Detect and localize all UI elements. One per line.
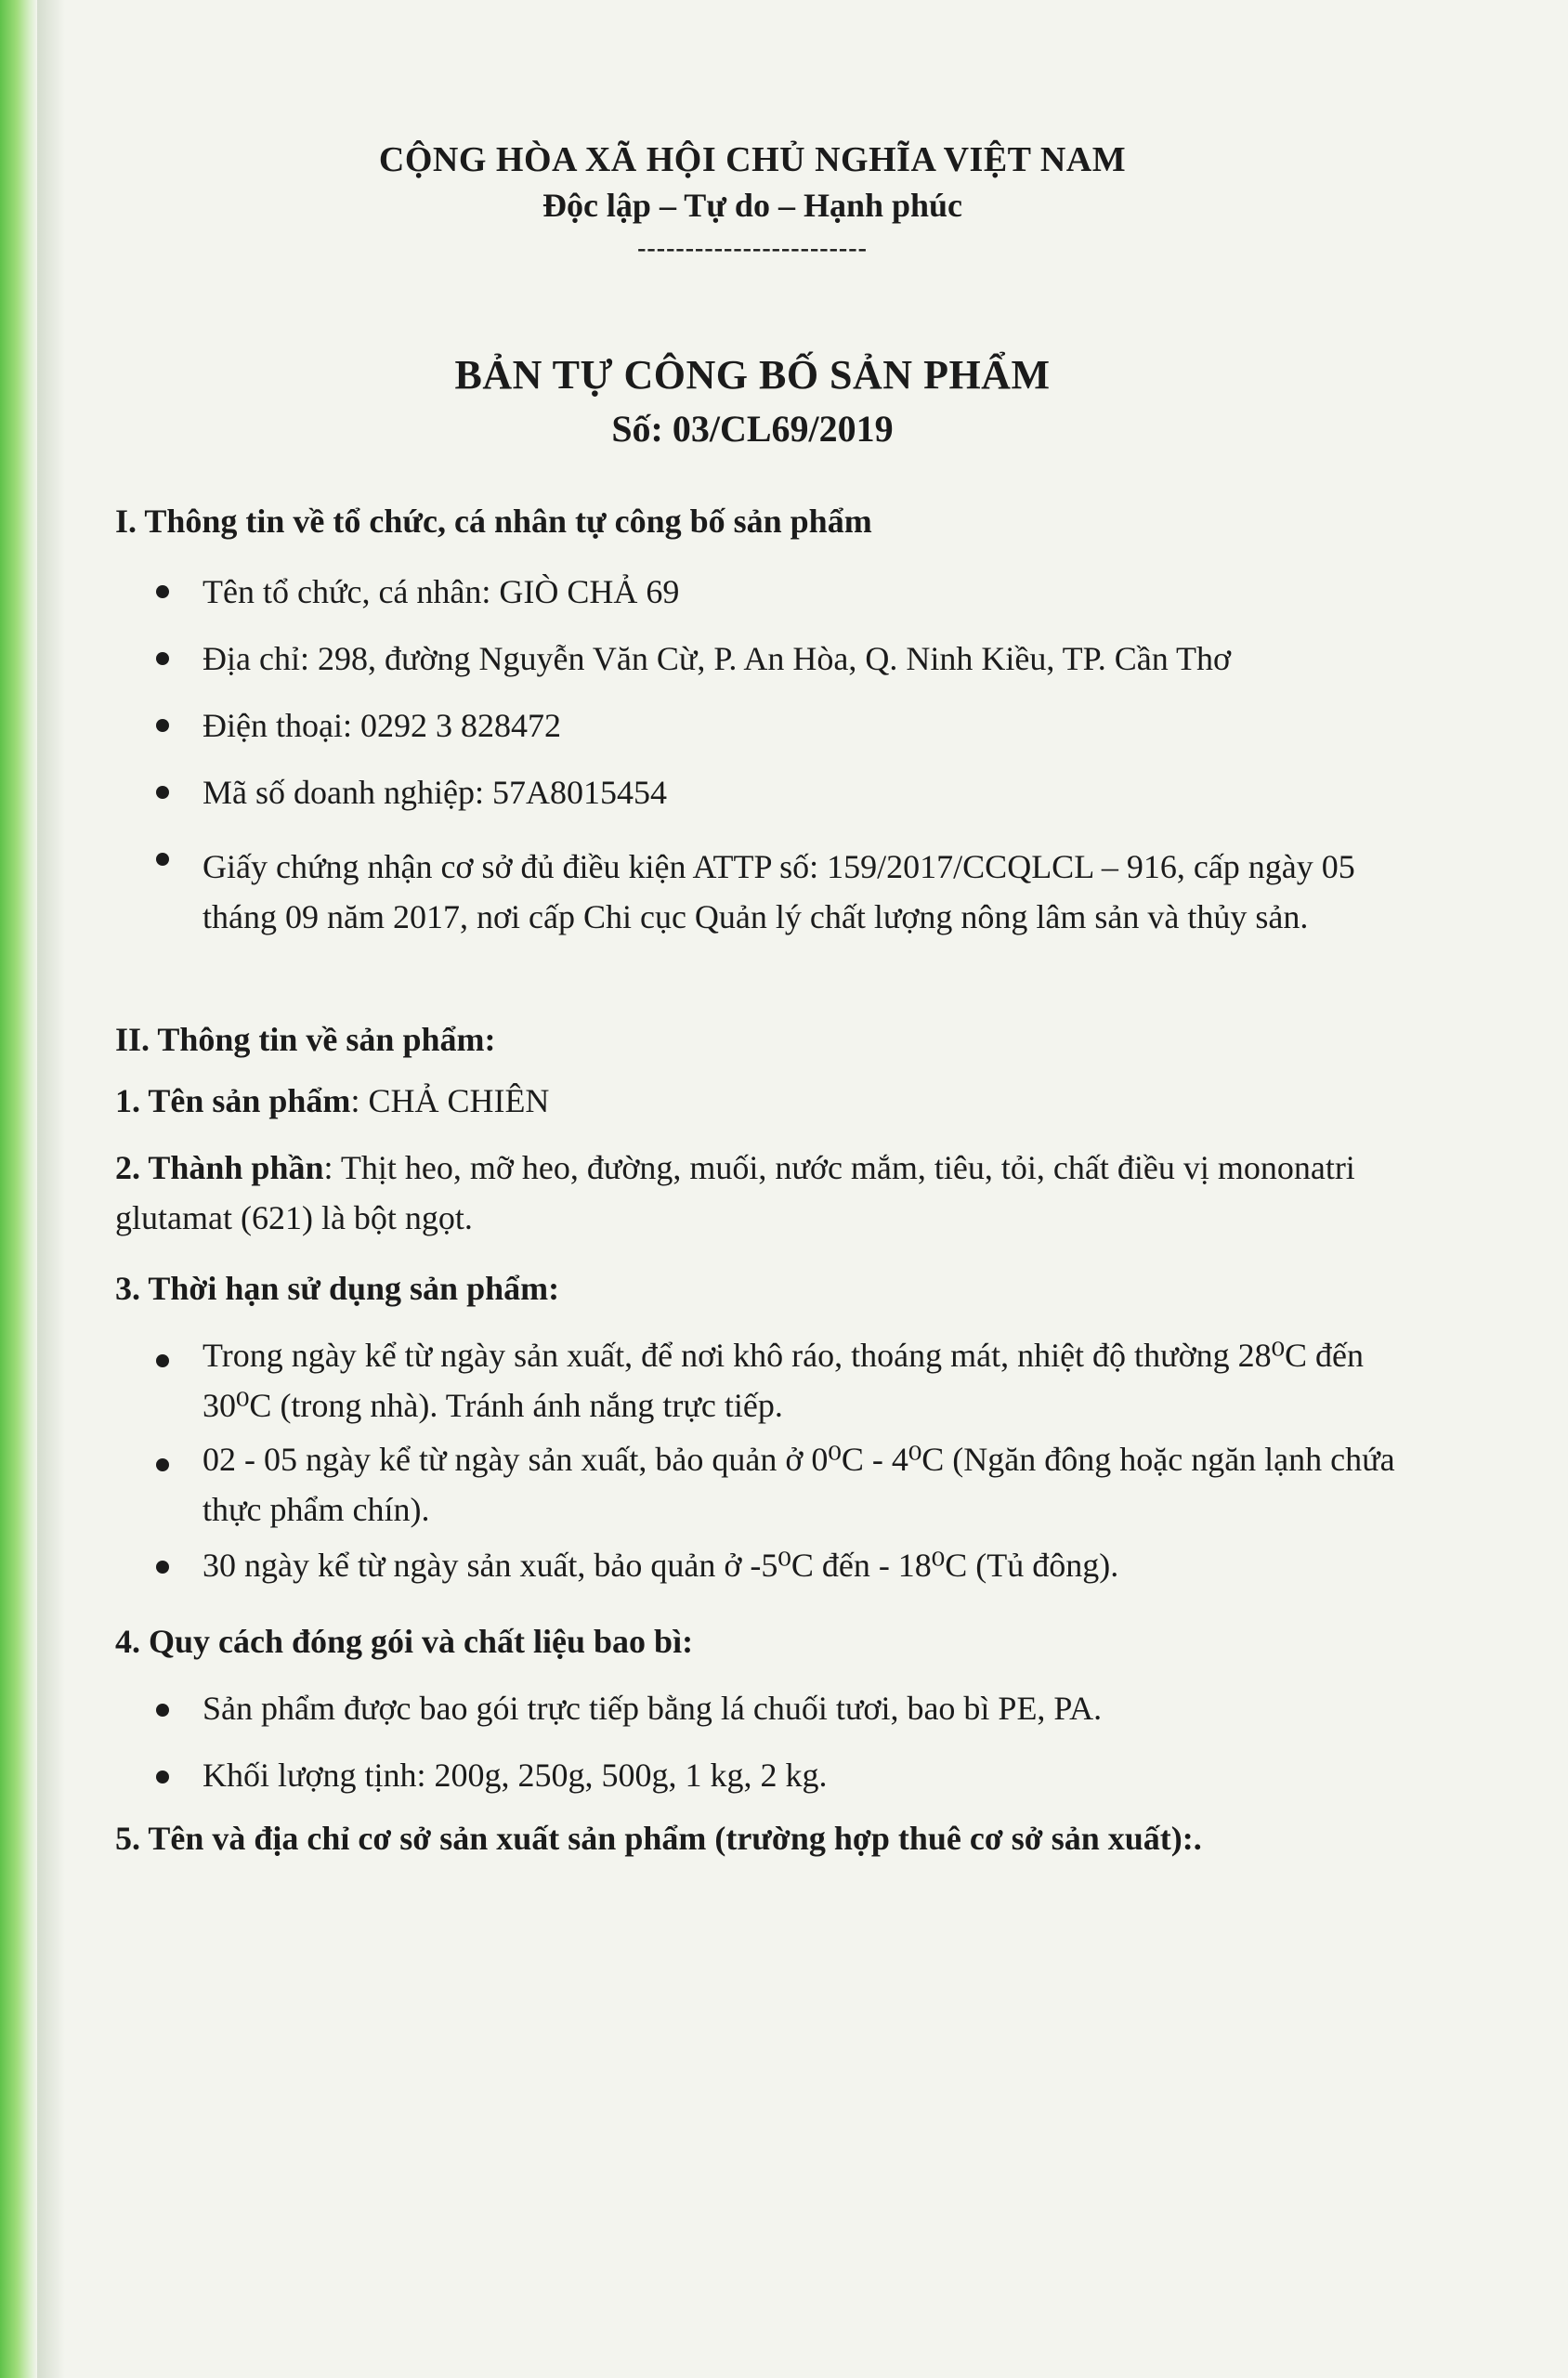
header-divider: ------------------------ [637, 234, 868, 263]
document-title: BẢN TỰ CÔNG BỐ SẢN PHẨM [454, 352, 1051, 398]
section-1-heading: I. Thông tin về tổ chức, cá nhân tự công bố sản phẩm [115, 503, 872, 540]
bullet-icon [156, 853, 169, 866]
ingredients-line [115, 1143, 1397, 1243]
bullet-icon [156, 585, 169, 598]
bullet-icon [156, 1354, 169, 1367]
bullet-icon [156, 1458, 169, 1471]
address-item: Địa chỉ: 298, đường Nguyễn Văn Cừ, P. An Hòa, Q. Ninh Kiều, TP. Cần Thơ [203, 640, 1232, 677]
phone-item: Điện thoại: 0292 3 828472 [203, 707, 561, 744]
document-number: Số: 03/CL69/2019 [611, 408, 894, 450]
shelf-life-heading: 3. Thời hạn sử dụng sản phẩm: [115, 1270, 560, 1307]
ingredients-label: 2. Thành phần [115, 1149, 324, 1186]
bullet-icon [156, 1561, 169, 1574]
bullet-icon [156, 786, 169, 799]
packaging-material-item: Sản phẩm được bao gói trực tiếp bằng lá chuối tươi, bao bì PE, PA. [203, 1690, 1103, 1727]
shelf-life-room-temp: Trong ngày kể từ ngày sản xuất, để nơi khô ráo, thoáng mát, nhiệt độ thường 28⁰C đến 30⁰C (trong nhà). Tránh ánh nắng trực tiếp. [203, 1337, 1365, 1424]
bullet-icon [156, 719, 169, 732]
product-name-label: 1. Tên sản phẩm [115, 1082, 351, 1119]
net-weight-item: Khối lượng tịnh: 200g, 250g, 500g, 1 kg, 2 kg. [203, 1757, 828, 1794]
certificate-item: Giấy chứng nhận cơ sở đủ điều kiện ATTP số: 159/2017/CCQLCL – 916, cấp ngày 05 tháng 09 năm 2017, nơi cấp Chi cục Quản lý chất lượng nông lâm sản và thủy sản. [203, 848, 1355, 935]
shelf-life-chilled: 02 - 05 ngày kể từ ngày sản xuất, bảo quản ở 0⁰C - 4⁰C (Ngăn đông hoặc ngăn lạnh chứa thực phẩm chín). [203, 1441, 1395, 1528]
motto: Độc lập – Tự do – Hạnh phúc [542, 187, 963, 224]
org-name-item: Tên tổ chức, cá nhân: GIÒ CHẢ 69 [203, 573, 680, 610]
product-name-value: : CHẢ CHIÊN [350, 1082, 550, 1119]
packaging-heading: 4. Quy cách đóng gói và chất liệu bao bì: [115, 1623, 694, 1660]
shelf-life-frozen: 30 ngày kể từ ngày sản xuất, bảo quản ở -5⁰C đến - 18⁰C (Tủ đông). [203, 1547, 1119, 1584]
bullet-icon [156, 1770, 169, 1784]
section-2-heading: II. Thông tin về sản phẩm: [115, 1021, 496, 1058]
business-code-item: Mã số doanh nghiệp: 57A8015454 [203, 774, 667, 811]
product-name-line [115, 1076, 1397, 1126]
bullet-icon [156, 1704, 169, 1717]
nation-heading: CỘNG HÒA XÃ HỘI CHỦ NGHĨA VIỆT NAM [378, 140, 1127, 179]
ingredients-value: : Thịt heo, mỡ heo, đường, muối, nước mắm, tiêu, tỏi, chất điều vị mononatri glutamat (621) là bột ngọt. [115, 1149, 1355, 1236]
bullet-icon [156, 652, 169, 665]
manufacturer-heading: 5. Tên và địa chỉ cơ sở sản xuất sản phẩm (trường hợp thuê cơ sở sản xuất):. [115, 1820, 1202, 1857]
